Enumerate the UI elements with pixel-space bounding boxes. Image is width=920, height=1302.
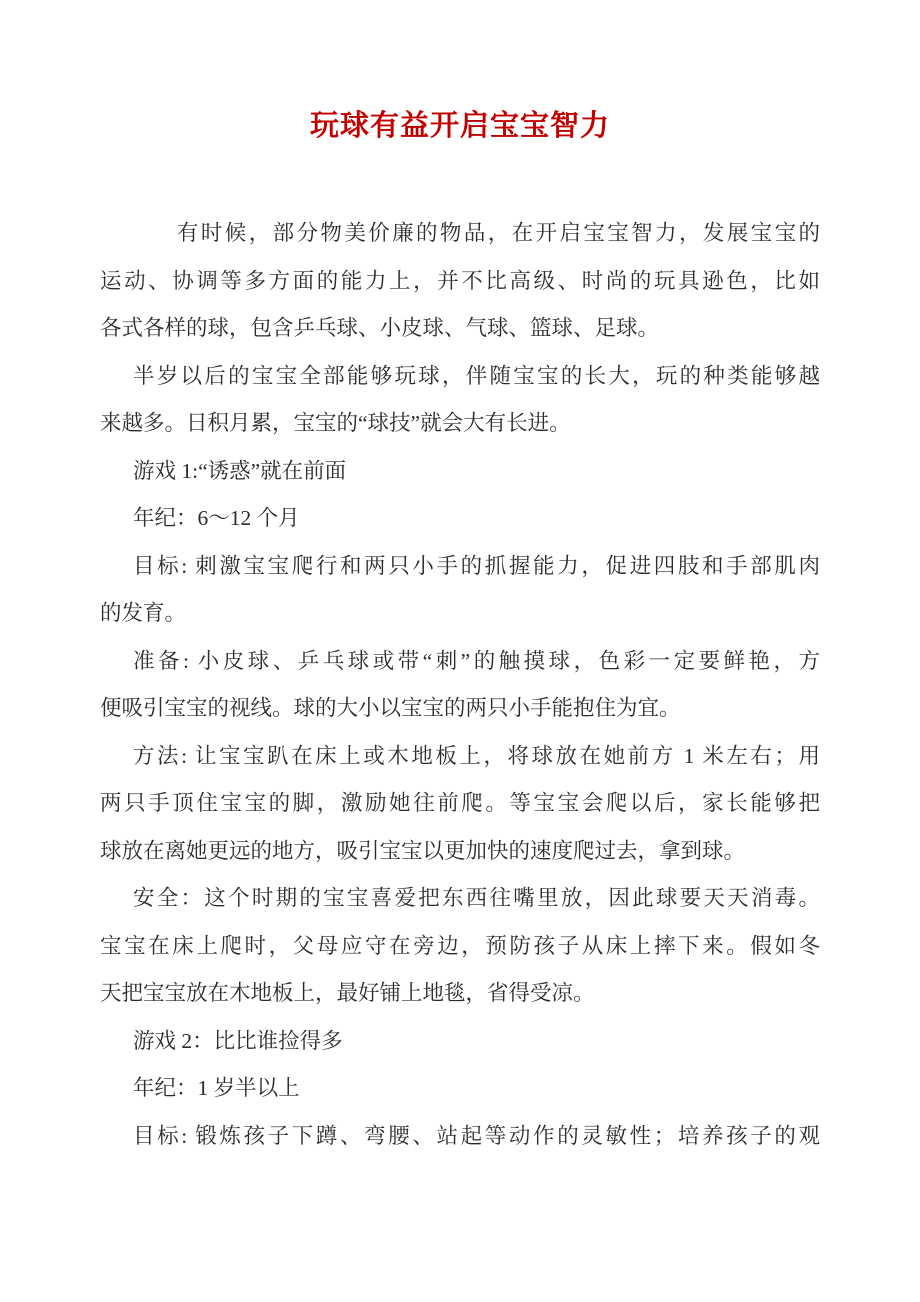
text-line: 各式各样的球，包含乒乓球、小皮球、气球、篮球、足球。 <box>100 316 660 340</box>
paragraph <box>100 210 820 353</box>
text-line: 游戏 2：比比谁捡得多 <box>133 1028 343 1053</box>
paragraph <box>100 353 820 448</box>
paragraph <box>100 495 820 543</box>
paragraph <box>100 638 820 733</box>
paragraph <box>100 1018 820 1066</box>
text-line: 运动、协调等多方面的能力上，并不比高级、时尚的玩具逊色，比如 <box>100 268 820 293</box>
text-line: 目标: 刺激宝宝爬行和两只小手的抓握能力，促进四肢和手部肌肉 <box>133 553 820 578</box>
text-line: 半岁以后的宝宝全部能够玩球，伴随宝宝的长大，玩的种类能够越 <box>133 363 820 388</box>
paragraph <box>100 1113 820 1161</box>
paragraph <box>100 543 820 638</box>
text-line: 两只手顶住宝宝的脚，激励她往前爬。等宝宝会爬以后，家长能够把 <box>100 791 820 815</box>
text-line: 来越多。日积月累，宝宝的“球技”就会大有长进。 <box>100 411 571 435</box>
text-line: 游戏 1:“诱惑”就在前面 <box>133 458 347 483</box>
text-line: 准备: 小皮球、乒乓球或带“刺”的触摸球，色彩一定要鲜艳，方 <box>133 648 820 673</box>
paragraph <box>100 448 820 496</box>
text-line: 天把宝宝放在木地板上，最好铺上地毯，省得受凉。 <box>100 981 595 1005</box>
text-line: 目标: 锻炼孩子下蹲、弯腰、站起等动作的灵敏性；培养孩子的观 <box>133 1123 820 1148</box>
text-line: 有时候，部分物美价廉的物品，在开启宝宝智力，发展宝宝的 <box>177 221 820 245</box>
text-line: 便吸引宝宝的视线。球的大小以宝宝的两只小手能抱住为宜。 <box>100 696 681 720</box>
text-line: 宝宝在床上爬时，父母应守在旁边，预防孩子从床上摔下来。假如冬 <box>100 933 820 958</box>
text-line: 球放在离她更远的地方，吸引宝宝以更加快的速度爬过去，拿到球。 <box>100 838 746 863</box>
document-title: 玩球有益开启宝宝智力 <box>309 110 610 142</box>
paragraph <box>100 733 820 876</box>
text-line: 方法: 让宝宝趴在床上或木地板上，将球放在她前方 1 米左右；用 <box>133 743 820 768</box>
text-line: 年纪：6～12 个月 <box>133 506 300 530</box>
text-line: 年纪：1 岁半以上 <box>133 1076 300 1100</box>
document-body <box>100 210 820 1160</box>
text-line: 的发育。 <box>100 601 187 625</box>
paragraph <box>100 1065 820 1113</box>
paragraph <box>100 875 820 1018</box>
text-line: 安全：这个时期的宝宝喜爱把东西往嘴里放，因此球要天天消毒。 <box>133 886 820 910</box>
